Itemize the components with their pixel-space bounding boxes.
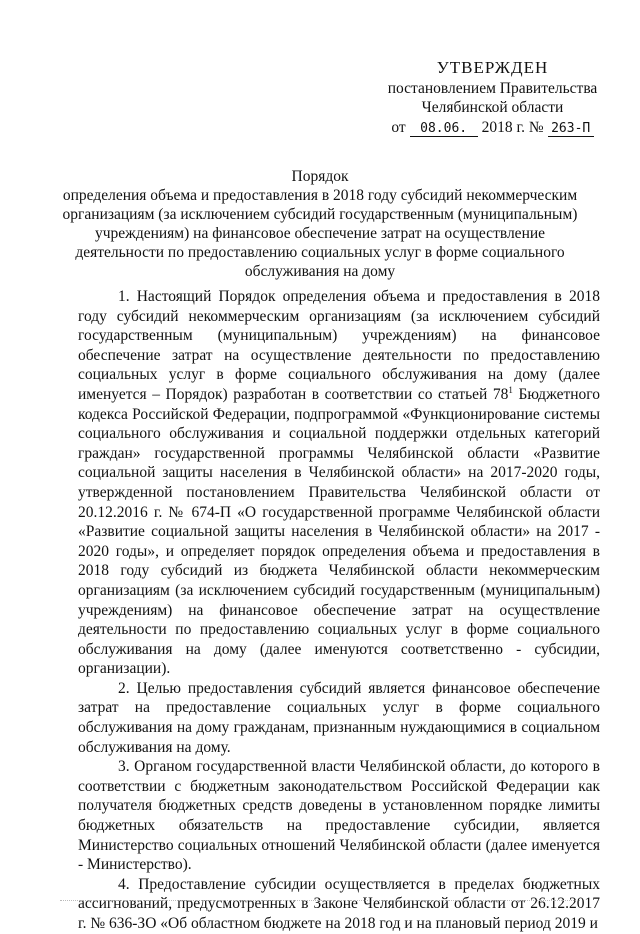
approval-date-prefix: от <box>391 119 406 136</box>
paragraph-1-part-b: Бюджетного кодекса Российской Федерации, подпрограммой «Функционирование системы социального обслуживания и социальной поддержки отдельных категорий граждан» государственной программы Челябинской области «Развитие социальной защиты населения в Челябинской области» на 2017-2020 годы, утвержденной постановлением Правительства Челябинской области от 20.12.2016 г. № 674-П «О государственной программе Челябинской области «Развитие социальной защиты населения в Челябинской области» на 2017 - 2020 годы», и определяет порядок определения объема и предоставления в 2018 году субсидий из бюджета Челябинской области некоммерческим организациям (за исключением субсидий государственным (муниципальным) учреждениям) на финансовое обеспечение затрат на осуществление деятельности по предоставлению социальных услуг в форме социального обслуживания на дому (далее именуются соответственно - субсидии, организации). <box>78 385 600 678</box>
page-bottom-edge <box>60 900 580 901</box>
approval-line-2: Челябинской области <box>421 99 564 116</box>
paragraph-2: 2. Целью предоставления субсидий является финансовое обеспечение затрат на предоставление социальных услуг в форме социального обслуживания на дому гражданам, признанным нуждающимися в социальном обслуживания на дому. <box>78 679 600 756</box>
approval-date-value: 08.06. <box>410 121 478 137</box>
title-line: деятельности по предоставлению социальных услуг в форме социального <box>75 244 565 261</box>
document-title <box>60 167 580 281</box>
paragraph-1 <box>78 287 600 679</box>
footnote-marker: 1 <box>508 384 513 395</box>
document-body <box>78 287 600 934</box>
paragraph-4: 4. Предоставление субсидии осуществляется в пределах бюджетных ассигнований, предусмотренных в Законе Челябинской области от 26.12.2017 г. № 636-ЗО «Об областном бюджете на 2018 год и на плановый период 2019 и <box>78 875 600 932</box>
paragraph-3: 3. Органом государственной власти Челябинской области, до которого в соответствии с бюджетным законодательством Российской Федерации как получателя бюджетных средств доведены в установленном порядке лимиты бюджетных обязательств на предоставление субсидии, является Министерство социальных отношений Челябинской области (далее именуется - Министерство). <box>78 758 600 874</box>
approval-line-1: постановлением Правительства <box>387 80 598 97</box>
approval-number-value: 263-П <box>548 121 594 137</box>
paragraph-1-part-a: 1. Настоящий Порядок определения объема и предоставления в 2018 году субсидий некоммерческим организациям (за исключением субсидий государственным (муниципальным) учреждениям) на финансовое обеспечение затрат на осуществление деятельности по предоставлению социальных услуг в форме социального обслуживания на дому (далее именуется – Порядок) разработан в соответствии со статьей 78 <box>78 288 600 403</box>
approval-date-line <box>385 118 600 137</box>
title-heading: Порядок <box>291 168 349 185</box>
approval-year-text: 2018 г. № <box>481 119 544 136</box>
approval-title: УТВЕРЖДЕН <box>436 58 549 77</box>
title-line: обслуживания на дому <box>244 263 396 280</box>
title-line: учреждениям) на финансовое обеспечение затрат на осуществление <box>94 225 546 242</box>
approval-stamp <box>385 58 600 137</box>
title-line: определения объема и предоставления в 2018 году субсидий некоммерческим <box>62 187 578 204</box>
title-line: организациям (за исключением субсидий государственным (муниципальным) <box>62 206 578 223</box>
